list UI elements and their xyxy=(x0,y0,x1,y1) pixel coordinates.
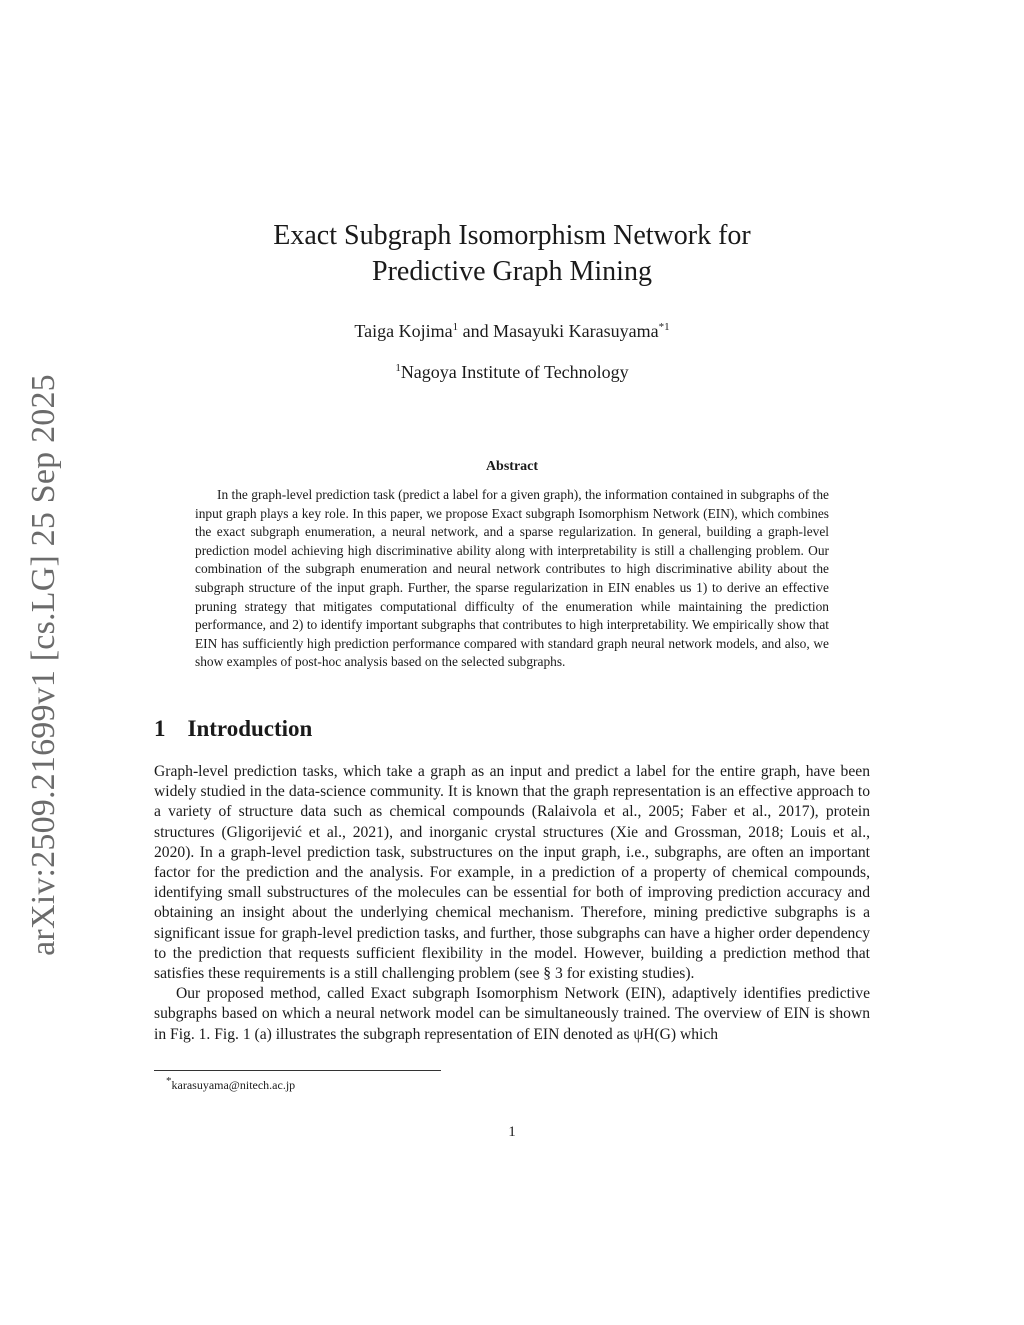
paper-title-line-2: Predictive Graph Mining xyxy=(372,256,652,287)
section-heading-introduction xyxy=(154,716,312,742)
section-number: 1 xyxy=(154,716,166,741)
introduction-paragraph-2: Our proposed method, called Exact subgraph Isomorphism Network (EIN), adaptively identifies predictive subgraphs based on which a neural network model can be simultaneously trained. The overview of EIN is shown in Fig. 1. Fig. 1 (a) illustrates the subgraph representation of EIN denoted as ψH(G) which xyxy=(154,985,870,1043)
affiliation xyxy=(0,362,1024,383)
author-conjunction: and xyxy=(458,321,494,341)
footnote-email: karasuyama@nitech.ac.jp xyxy=(171,1078,296,1092)
page-number: 1 xyxy=(508,1124,516,1140)
abstract-heading: Abstract xyxy=(485,459,539,474)
abstract-body: In the graph-level prediction task (predict a label for a given graph), the information contained in subgraphs of the input graph plays a key role. In this paper, we propose Exact subgraph Isomorphism Network (EIN), which combines the exact subgraph enumeration, a neural network, and a sparse regularization. In general, building a graph-level prediction model achieving high discriminative ability along with interpretability is still a challenging problem. Our combination of the subgraph enumeration and neural network contributes to high discriminative ability about the subgraph structure of the input graph. Further, the sparse regularization in EIN enables us 1) to derive an effective pruning strategy that mitigates computational difficulty of the enumeration while maintaining the prediction performance, and 2) to identify important subgraphs that contributes to high interpretability. We empirically show that EIN has sufficiently high prediction performance compared with standard graph neural network models, and also, we show examples of post-hoc analysis based on the selected subgraphs. xyxy=(195,487,829,670)
author-1-affiliation-mark: 1 xyxy=(452,321,459,333)
introduction-paragraph-1: Graph-level prediction tasks, which take a graph as an input and predict a label for the entire graph, have been widely studied in the data-science community. It is known that the graph representation is an effective approach to a variety of structure data such as chemical compounds (Ralaivola et al., 2005; Faber et al., 2017), protein structures (Gligorijević et al., 2021), and inorganic crystal structures (Xie and Grossman, 2018; Louis et al., 2020). In a graph-level prediction task, substructures on the input graph, i.e., subgraphs, are often an important factor for the prediction and the analysis. For example, in a prediction of a property of chemical compounds, identifying small substructures of the molecules can be essential for both of improving prediction accuracy and obtaining an insight about the underlying chemical mechanism. Therefore, mining predictive subgraphs is a significant issue for graph-level prediction tasks, and further, those subgraphs can have a higher order dependency to the prediction that requests sufficient flexibility in the model. However, building a prediction method that satisfies these requirements is a still challenging problem (see § 3 for existing studies). xyxy=(154,763,870,983)
affiliation-mark: 1 xyxy=(395,362,401,374)
section-title: Introduction xyxy=(187,716,313,741)
author-2-name: Masayuki Karasuyama xyxy=(493,321,659,341)
footnote-rule xyxy=(154,1070,441,1071)
affiliation-name: Nagoya Institute of Technology xyxy=(400,362,629,382)
author-1-name: Taiga Kojima xyxy=(354,321,453,341)
arxiv-identifier-text: arXiv:2509.21699v1 [cs.LG] 25 Sep 2025 xyxy=(25,374,62,956)
paper-title xyxy=(0,218,1024,290)
footnote-mark: * xyxy=(166,1075,172,1087)
paper-title-line-1: Exact Subgraph Isomorphism Network for xyxy=(273,220,751,251)
footnote xyxy=(166,1075,295,1093)
author-2-affiliation-mark: *1 xyxy=(658,321,670,333)
author-list xyxy=(0,321,1024,342)
introduction-body xyxy=(154,762,870,1045)
